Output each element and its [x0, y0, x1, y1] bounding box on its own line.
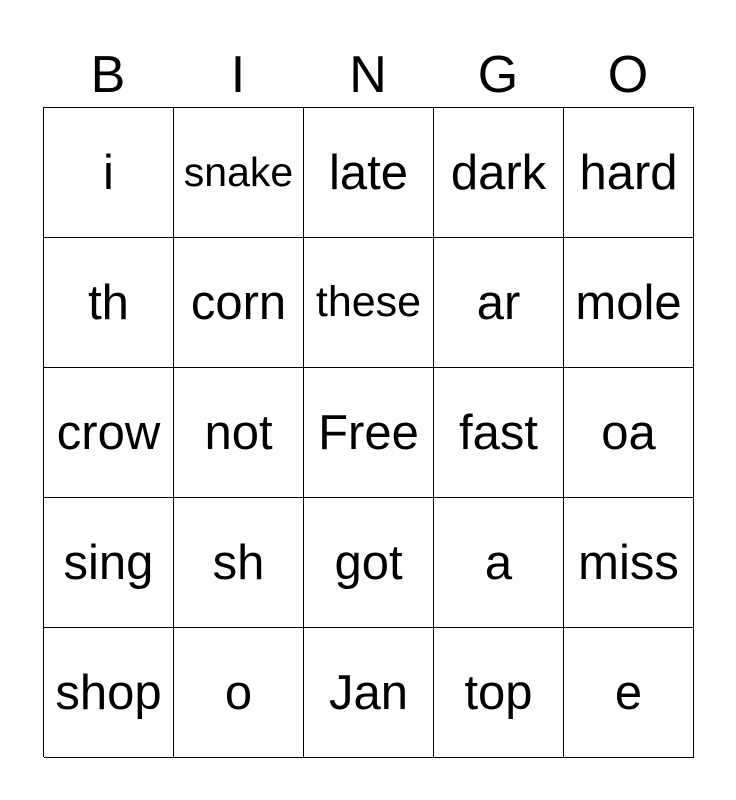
bingo-board: [43, 107, 694, 757]
bingo-cell[interactable]: th: [44, 238, 174, 368]
bingo-cell[interactable]: mole: [564, 238, 694, 368]
bingo-cell[interactable]: e: [564, 628, 694, 758]
bingo-cell[interactable]: hard: [564, 108, 694, 238]
bingo-cell[interactable]: top: [434, 628, 564, 758]
bingo-cell[interactable]: these: [304, 238, 434, 368]
bingo-cell[interactable]: not: [174, 368, 304, 498]
header-letter-n: N: [349, 46, 387, 104]
header-letter-b: B: [90, 46, 126, 104]
bingo-cell[interactable]: crow: [44, 368, 174, 498]
bingo-cell[interactable]: Jan: [304, 628, 434, 758]
bingo-cell[interactable]: corn: [174, 238, 304, 368]
board-row-3: [44, 368, 694, 498]
bingo-cell[interactable]: oa: [564, 368, 694, 498]
header-letter-g: G: [477, 46, 519, 104]
free-space-cell[interactable]: Free: [304, 368, 434, 498]
board-row-2: [44, 238, 694, 368]
bingo-cell[interactable]: sh: [174, 498, 304, 628]
bingo-cell[interactable]: i: [44, 108, 174, 238]
bingo-header: [43, 42, 693, 108]
bingo-cell[interactable]: late: [304, 108, 434, 238]
bingo-cell[interactable]: miss: [564, 498, 694, 628]
bingo-cell[interactable]: snake: [174, 108, 304, 238]
header-letter-i: I: [230, 46, 246, 104]
bingo-cell[interactable]: fast: [434, 368, 564, 498]
board-row-4: [44, 498, 694, 628]
bingo-cell[interactable]: dark: [434, 108, 564, 238]
board-row-5: [44, 628, 694, 758]
bingo-cell[interactable]: sing: [44, 498, 174, 628]
board-row-1: [44, 108, 694, 238]
bingo-cell[interactable]: ar: [434, 238, 564, 368]
bingo-cell[interactable]: shop: [44, 628, 174, 758]
bingo-cell[interactable]: a: [434, 498, 564, 628]
header-letter-o: O: [607, 46, 649, 104]
bingo-cell[interactable]: got: [304, 498, 434, 628]
bingo-cell[interactable]: o: [174, 628, 304, 758]
